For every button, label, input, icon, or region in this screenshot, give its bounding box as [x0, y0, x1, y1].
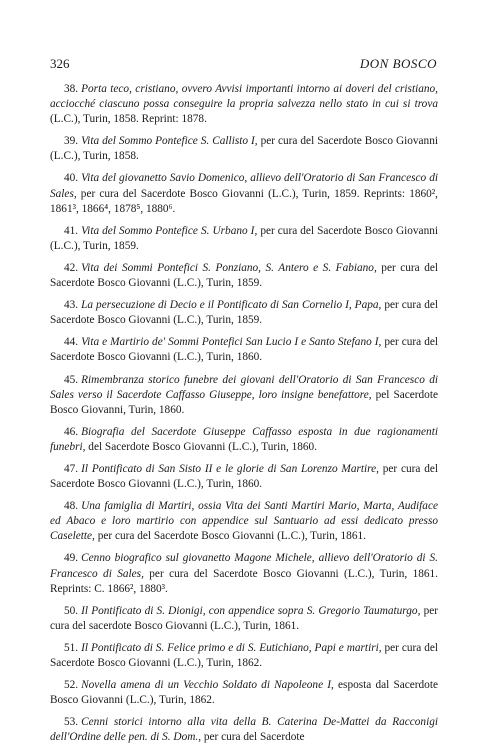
entry-title: Novella amena di un Vecchio Soldato di Napoleone I,: [81, 679, 334, 692]
entry-details: per cura del Sacerdote Bosco Giovanni (L.C.), Turin, 1859. Reprints: 1860², 1861³, 1866⁴, 1878⁵, 1880⁶.: [50, 187, 438, 215]
entry-details: per cura del Sacerdote Bosco Giovanni (L.C.), Turin, 1859.: [50, 261, 438, 290]
bibliography-entry: [50, 715, 438, 745]
entry-title: Vita del Sommo Pontefice S. Urbano I,: [81, 224, 258, 237]
entry-details: esposta dal Sacerdote Bosco Giovanni (L.C.), Turin, 1862.: [50, 679, 438, 707]
bibliography-entry: [50, 134, 438, 164]
entry-details: per cura del Sacerdote Bosco Giovanni (L.C.), Turin, 1862.: [50, 641, 438, 669]
entry-details: del Sacerdote Bosco Giovanni (L.C.), Turin, 1860.: [85, 440, 318, 453]
bibliography-entry: [50, 373, 438, 418]
entry-number: 46.: [64, 425, 79, 438]
entry-number: 41.: [64, 224, 79, 237]
bibliography-entry: [50, 335, 438, 365]
entry-number: 42.: [64, 261, 79, 274]
entry-number: 45.: [64, 373, 79, 386]
bibliography-entry: [50, 82, 438, 127]
entry-number: 38.: [64, 83, 79, 95]
page-number: 326: [50, 56, 70, 71]
entry-details: (L.C.), Turin, 1858. Reprint: 1878.: [50, 113, 207, 126]
entry-details: per cura del Sacerdote Bosco Giovanni (L.C.), Turin, 1859.: [50, 299, 438, 327]
bibliography-entry: [50, 641, 438, 671]
entry-title: Biografia del Sacerdote Giuseppe Caffasso esposta in due ragionamenti funebri,: [50, 425, 438, 453]
entry-details: per cura del Sacerdote Bosco Giovanni (L.C.), Turin, 1860.: [50, 336, 438, 364]
entry-title: Il Pontificato di S. Dionigi, con appendice sopra S. Gregorio Taumaturgo,: [81, 604, 421, 617]
entry-title: Vita del Sommo Pontefice S. Callisto I,: [81, 135, 258, 148]
entry-number: 48.: [64, 500, 79, 513]
entry-title: Una famiglia di Martiri, ossia Vita dei Santi Martiri Mario, Marta, Audiface ed Abaco e loro martirio con appendice sul Santuario ad essi dedicato presso Caselette,: [50, 500, 438, 543]
entry-number: 49.: [64, 552, 79, 565]
entry-details: per cura del Sacerdote Bosco Giovanni (L.C.), Turin, 1861. Reprints: C. 1866², 1880³.: [50, 567, 438, 595]
bibliography-entry: [50, 261, 438, 291]
bibliography-entry: [50, 604, 438, 634]
entry-number: 53.: [64, 716, 79, 729]
running-header: [50, 56, 437, 72]
entry-number: 50.: [64, 604, 79, 617]
entry-details: per cura del sacerdote Bosco Giovanni (L.C.), Turin, 1861.: [50, 604, 438, 632]
entry-details: pel Sacerdote Bosco Giovanni, Turin, 1860.: [50, 388, 438, 416]
entry-title: Il Pontificato di S. Felice primo e di S. Eutichiano, Papi e martiri,: [81, 641, 382, 654]
entry-title: Porta teco, cristiano, ovvero Avvisi importanti intorno ai doveri del cristiano, acciocché ciascuno possa conseguire la propria salvezza nello stato in cui si trova: [50, 83, 438, 111]
bibliography-entry: [50, 499, 438, 544]
entry-number: 39.: [64, 135, 79, 148]
entry-details: per cura del Sacerdote Bosco Giovanni (L.C.), Turin, 1858.: [50, 135, 438, 163]
entry-title: Cenni storici intorno alla vita della B. Caterina De-Mattei da Racconigi dell'Ordine delle pen. di S. Dom.,: [50, 716, 438, 744]
entry-number: 52.: [64, 679, 79, 692]
bibliography-list: [50, 82, 438, 752]
entry-number: 47.: [64, 462, 79, 475]
entry-details: per cura del Sacerdote Bosco Giovanni (L.C.), Turin, 1859.: [50, 224, 439, 252]
entry-title: Cenno biografico sul giovanetto Magone Michele, allievo dell'Oratorio di S. Francesco di Sales,: [50, 552, 438, 580]
entry-title: Il Pontificato di San Sisto II e le glorie di San Lorenzo Martire,: [81, 462, 379, 475]
running-title: DON BOSCO: [359, 56, 437, 71]
entry-number: 43.: [64, 299, 79, 312]
entry-title: Vita dei Sommi Pontefici S. Ponziano, S. Antero e S. Fabiano,: [81, 261, 377, 274]
entry-number: 51.: [64, 641, 79, 654]
entry-title: Vita e Martirio de' Sommi Pontefici San Lucio I e Santo Stefano I,: [81, 336, 382, 349]
bibliography-entry: [50, 171, 438, 216]
bibliography-entry: [50, 551, 438, 596]
entry-number: 44.: [64, 336, 79, 349]
entry-details: per cura del Sacerdote Bosco Giovanni (L.C.), Turin, 1860.: [50, 462, 438, 491]
entry-number: 40.: [64, 172, 79, 185]
bibliography-entry: [50, 462, 438, 492]
bibliography-entry: [50, 678, 438, 708]
entry-title: Vita del giovanetto Savio Domenico, allievo dell'Oratorio di San Francesco di Sales,: [50, 172, 438, 200]
entry-details: per cura del Sacerdote Bosco Giovanni (L.C.), Turin, 1861.: [94, 530, 366, 543]
bibliography-entry: [50, 425, 438, 455]
entry-details: per cura del Sacerdote: [201, 731, 305, 744]
entry-title: Rimembranza storico funebre dei giovani dell'Oratorio di San Francesco di Sales verso il Sacerdote Caffasso Giuseppe, loro insigne benefattore,: [50, 373, 438, 401]
bibliography-entry: [50, 224, 438, 254]
bibliography-entry: [50, 298, 438, 328]
entry-title: La persecuzione di Decio e il Pontificato di San Cornelio I, Papa,: [81, 299, 382, 312]
